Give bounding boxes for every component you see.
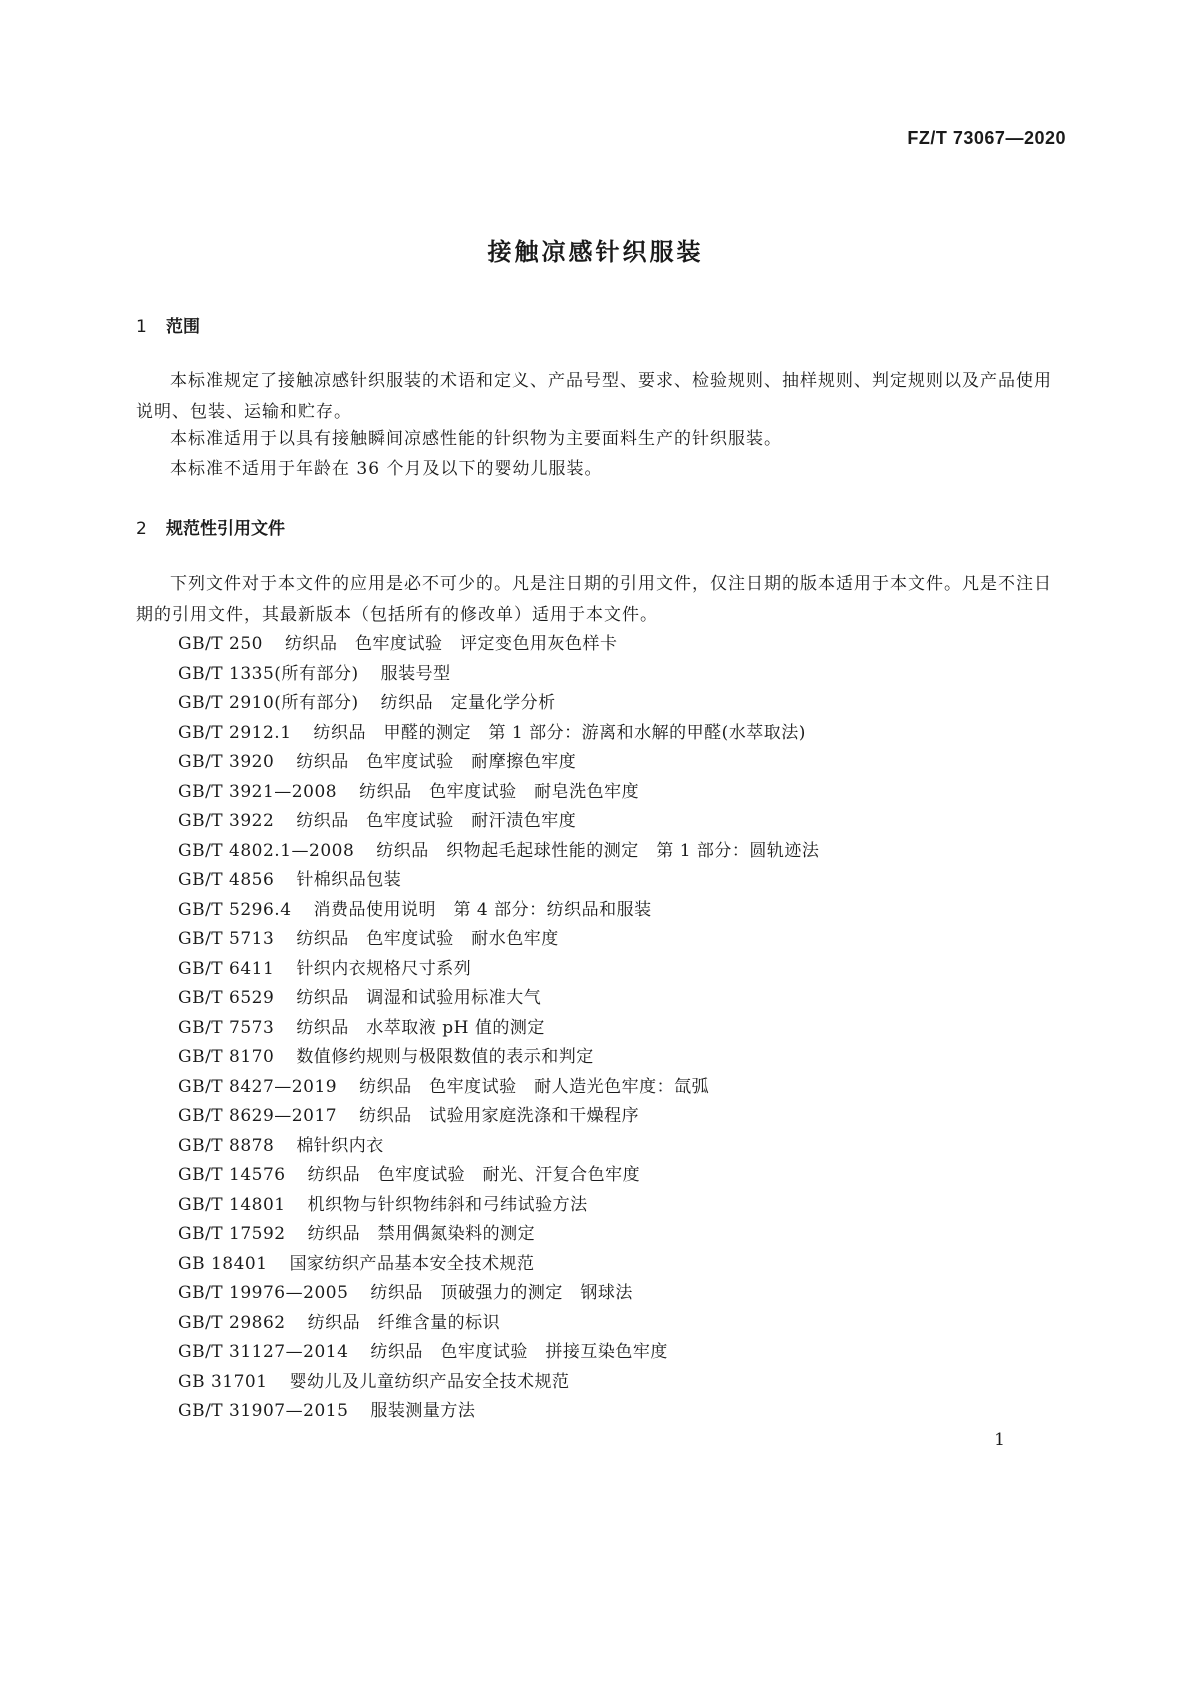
- reference-code: GB/T 14801: [178, 1194, 286, 1215]
- reference-title: 棉针织内衣: [296, 1135, 384, 1156]
- reference-title: 纺织品 纤维含量的标识: [307, 1312, 501, 1333]
- reference-code: GB/T 3920: [178, 752, 275, 772]
- reference-code: GB/T 2910(所有部分): [178, 693, 359, 713]
- reference-item: [178, 837, 819, 867]
- section-2-heading: [136, 514, 285, 539]
- reference-title: 纺织品 顶破强力的测定 钢球法: [370, 1283, 633, 1303]
- paragraph: 本标准不适用于年龄在 36 个月及以下的婴幼儿服装。: [170, 459, 603, 479]
- reference-title: 纺织品 色牢度试验 评定变色用灰色样卡: [285, 634, 618, 654]
- reference-item: [178, 1014, 819, 1044]
- reference-item: [178, 807, 819, 837]
- reference-title: 纺织品 甲醛的测定 第 1 部分：游离和水解的甲醛(水萃取法): [313, 722, 806, 743]
- reference-code: GB/T 5713: [178, 929, 275, 949]
- reference-title: 纺织品 水萃取液 pH 值的测定: [296, 1017, 545, 1038]
- reference-title: 服装号型: [380, 663, 451, 684]
- reference-item: [178, 866, 819, 896]
- reference-code: GB/T 31127—2014: [178, 1342, 349, 1362]
- reference-item: [178, 1220, 819, 1250]
- section-title: 规范性引用文件: [166, 519, 285, 539]
- reference-code: GB/T 3922: [178, 811, 275, 831]
- reference-title: 服装测量方法: [370, 1401, 476, 1421]
- reference-code: GB 31701: [178, 1371, 268, 1392]
- reference-code: GB/T 7573: [178, 1017, 275, 1038]
- reference-list: [178, 630, 819, 1427]
- reference-title: 纺织品 色牢度试验 耐汗渍色牢度: [296, 811, 577, 831]
- reference-item: [178, 1102, 819, 1132]
- reference-title: 纺织品 色牢度试验 耐人造光色牢度：氙弧: [359, 1076, 710, 1097]
- reference-code: GB/T 19976—2005: [178, 1283, 349, 1303]
- reference-item: [178, 1043, 819, 1073]
- reference-item: [178, 1132, 819, 1162]
- reference-title: 纺织品 调湿和试验用标准大气: [296, 988, 542, 1008]
- reference-item: [178, 1397, 819, 1427]
- reference-item: [178, 1073, 819, 1103]
- reference-item: [178, 1368, 819, 1398]
- reference-item: [178, 630, 819, 660]
- reference-code: GB/T 1335(所有部分): [178, 663, 359, 684]
- reference-title: 纺织品 色牢度试验 耐皂洗色牢度: [359, 781, 640, 802]
- reference-title: 纺织品 色牢度试验 耐摩擦色牢度: [296, 752, 577, 772]
- section-number: 2: [136, 519, 147, 539]
- reference-code: GB/T 8878: [178, 1135, 275, 1156]
- reference-code: GB/T 8427—2019: [178, 1076, 338, 1097]
- reference-title: 针棉织品包装: [296, 870, 402, 890]
- reference-title: 机织物与针织物纬斜和弓纬试验方法: [307, 1194, 588, 1215]
- reference-item: [178, 689, 819, 719]
- reference-code: GB/T 250: [178, 634, 263, 654]
- reference-item: [178, 778, 819, 808]
- reference-title: 纺织品 色牢度试验 耐水色牢度: [296, 929, 559, 949]
- reference-code: GB/T 31907—2015: [178, 1401, 349, 1421]
- section-title: 范围: [166, 317, 200, 337]
- reference-title: 纺织品 禁用偶氮染料的测定: [307, 1224, 536, 1244]
- reference-title: 针织内衣规格尺寸系列: [296, 958, 472, 979]
- reference-item: [178, 1250, 819, 1280]
- reference-title: 纺织品 定量化学分析: [380, 693, 556, 713]
- reference-item: [178, 1279, 819, 1309]
- paragraph: 下列文件对于本文件的应用是必不可少的。凡是注日期的引用文件，仅注日期的版本适用于本文件。凡是不注日期的引用文件，其最新版本（包括所有的修改单）适用于本文件。: [136, 574, 1052, 625]
- reference-code: GB 18401: [178, 1253, 268, 1274]
- reference-code: GB/T 2912.1: [178, 722, 292, 743]
- reference-item: [178, 955, 819, 985]
- reference-title: 婴幼儿及儿童纺织产品安全技术规范: [289, 1371, 570, 1392]
- reference-item: [178, 925, 819, 955]
- reference-code: GB/T 8629—2017: [178, 1106, 338, 1126]
- reference-item: [178, 660, 819, 690]
- reference-title: 消费品使用说明 第 4 部分：纺织品和服装: [313, 899, 652, 920]
- standard-code: FZ/T 73067—2020: [907, 128, 1066, 148]
- reference-item: [178, 1161, 819, 1191]
- reference-title: 纺织品 试验用家庭洗涤和干燥程序: [359, 1106, 640, 1126]
- reference-item: [178, 1191, 819, 1221]
- reference-item: [178, 719, 819, 749]
- document-title: 接触凉感针织服装: [487, 238, 704, 266]
- section-1-heading: [136, 312, 200, 337]
- reference-code: GB/T 17592: [178, 1224, 286, 1244]
- reference-code: GB/T 3921—2008: [178, 781, 338, 802]
- reference-code: GB/T 29862: [178, 1312, 286, 1333]
- reference-code: GB/T 8170: [178, 1047, 275, 1067]
- reference-code: GB/T 14576: [178, 1165, 286, 1185]
- reference-title: 国家纺织产品基本安全技术规范: [289, 1253, 535, 1274]
- reference-item: [178, 1338, 819, 1368]
- reference-code: GB/T 5296.4: [178, 899, 292, 920]
- reference-title: 纺织品 色牢度试验 耐光、汗复合色牢度: [307, 1165, 641, 1185]
- reference-code: GB/T 4802.1—2008: [178, 840, 355, 861]
- reference-item: [178, 1309, 819, 1339]
- reference-code: GB/T 6411: [178, 958, 275, 979]
- page-number: 1: [994, 1430, 1005, 1450]
- reference-title: 纺织品 织物起毛起球性能的测定 第 1 部分：圆轨迹法: [376, 840, 820, 861]
- reference-title: 纺织品 色牢度试验 拼接互染色牢度: [370, 1342, 668, 1362]
- reference-title: 数值修约规则与极限数值的表示和判定: [296, 1047, 594, 1067]
- reference-item: [178, 896, 819, 926]
- paragraph: 本标准适用于以具有接触瞬间凉感性能的针织物为主要面料生产的针织服装。: [170, 429, 782, 449]
- paragraph: 本标准规定了接触凉感针织服装的术语和定义、产品号型、要求、检验规则、抽样规则、判定规则以及产品使用说明、包装、运输和贮存。: [136, 371, 1052, 422]
- section-number: 1: [136, 317, 147, 337]
- reference-code: GB/T 6529: [178, 988, 275, 1008]
- reference-code: GB/T 4856: [178, 870, 275, 890]
- reference-item: [178, 984, 819, 1014]
- reference-item: [178, 748, 819, 778]
